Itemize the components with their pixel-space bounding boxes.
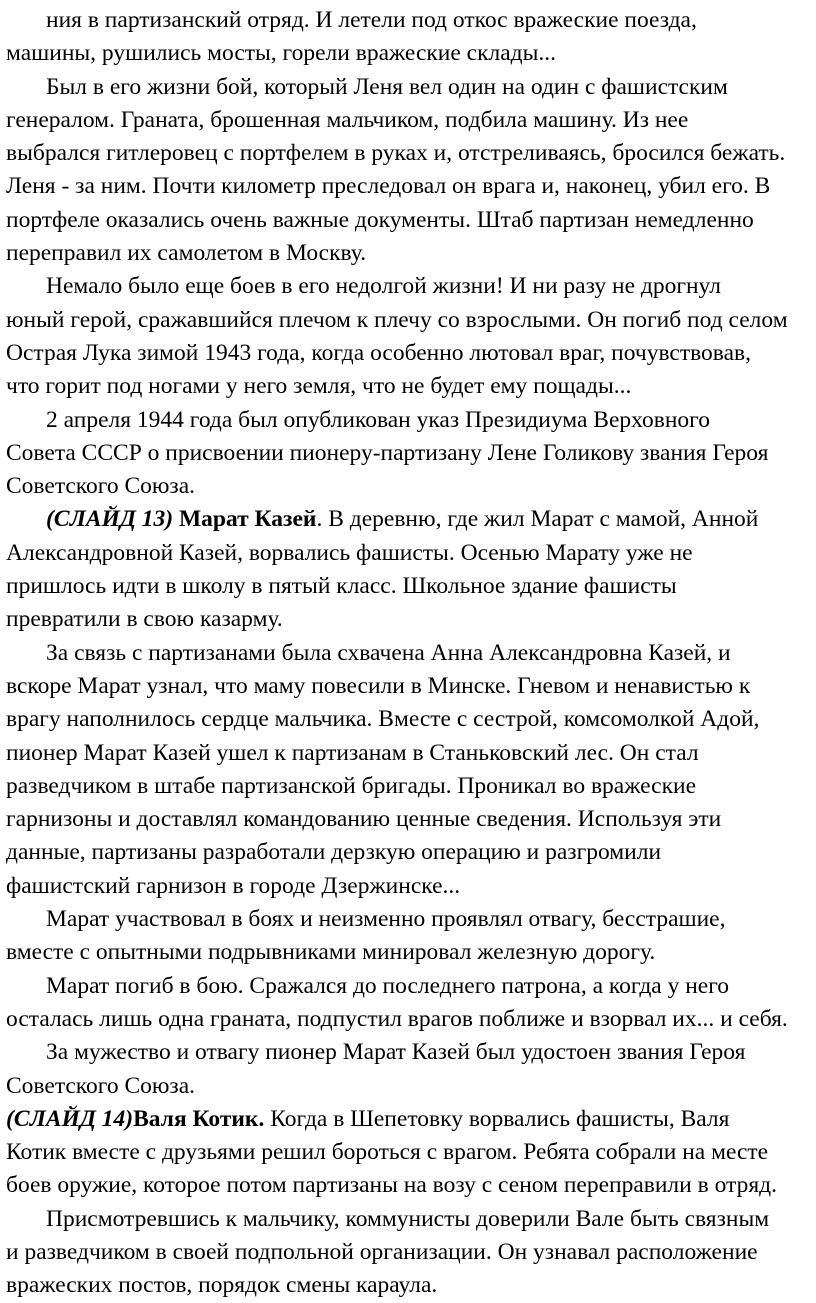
line-text: что горит под ногами у него земля, что не будет ему пощады...	[6, 373, 632, 400]
line-text: Немало было еще боев в его недолгой жизни! И ни разу не дрогнул	[46, 273, 721, 300]
line-text: портфеле оказались очень важные документы. Штаб партизан немедленно	[6, 206, 754, 233]
text-line	[6, 1036, 810, 1069]
text-line	[6, 670, 810, 703]
line-text: юный герой, сражавшийся плечом к плечу со взрослыми. Он погиб под селом	[6, 306, 788, 333]
line-text: За связь с партизанами была схвачена Анна Александровна Казей, и	[46, 639, 731, 666]
text-line	[6, 337, 810, 370]
hero-name: Валя Котик.	[133, 1105, 265, 1132]
line-text: Был в его жизни бой, который Леня вел один на один с фашистским	[46, 73, 728, 100]
text-line	[6, 1236, 810, 1269]
text-line	[6, 1003, 810, 1036]
line-text: осталась лишь одна граната, подпустил врагов поближе и взорвал их... и себя.	[6, 1005, 788, 1032]
line-text: Леня - за ним. Почти километр преследовал он врага и, наконец, убил его. В	[6, 173, 771, 200]
text-line	[6, 970, 810, 1003]
line-text: врагу наполнилось сердце мальчика. Вместе с сестрой, комсомолкой Адой,	[6, 706, 760, 733]
text-line	[6, 737, 810, 770]
line-text: Марат участвовал в боях и неизменно проявлял отвагу, бесстрашие,	[46, 906, 726, 933]
line-text: данные, партизаны разработали дерзкую операцию и разгромили	[6, 839, 662, 866]
line-text: вместе с опытными подрывниками минировал железную дорогу.	[6, 939, 656, 966]
line-text: Котик вместе с друзьями решил бороться с врагом. Ребята собрали на месте	[6, 1139, 769, 1166]
text-line	[6, 903, 810, 936]
line-text: вражеских постов, порядок смены караула.	[6, 1272, 438, 1299]
line-text: фашистский гарнизон в городе Дзержинске...	[6, 872, 461, 899]
line-text: пионер Марат Казей ушел к партизанам в Станьковский лес. Он стал	[6, 739, 699, 766]
text-line	[6, 104, 810, 137]
text-line	[6, 470, 810, 503]
line-text: Присмотревшись к мальчику, коммунисты доверили Вале быть связным	[46, 1205, 770, 1232]
line-text: За мужество и отвагу пионер Марат Казей был удостоен звания Героя	[46, 1039, 746, 1066]
text-line	[6, 204, 810, 237]
text-line	[6, 1169, 810, 1202]
text-line	[6, 1103, 810, 1136]
line-text: Советского Союза.	[6, 1072, 196, 1099]
line-text: и разведчиком в своей подпольной организации. Он узнавал расположение	[6, 1238, 758, 1265]
text-line	[6, 570, 810, 603]
text-line	[6, 603, 810, 636]
line-text: Александровной Казей, ворвались фашисты. Осенью Марату уже не	[6, 539, 693, 566]
line-text: вскоре Марат узнал, что маму повесили в Минске. Гневом и ненавистью к	[6, 672, 751, 699]
line-text: переправил их самолетом в Москву.	[6, 240, 367, 267]
slide-marker: (СЛАЙД 14)	[6, 1105, 134, 1132]
line-text: пришлось идти в школу в пятый класс. Школьное здание фашисты	[6, 573, 677, 600]
text-line	[6, 404, 810, 437]
text-line	[6, 537, 810, 570]
line-text: Совета СССР о присвоении пионеру-партизану Лене Голикову звания Героя	[6, 439, 769, 466]
line-text: разведчиком в штабе партизанской бригады. Проникал во вражеские	[6, 772, 697, 799]
line-text: машины, рушились мосты, горели вражеские склады...	[6, 40, 557, 67]
text-line	[6, 1203, 810, 1236]
text-line	[6, 936, 810, 969]
text-line	[6, 170, 810, 203]
text-line	[6, 1269, 810, 1302]
line-text: . В деревню, где жил Марат с мамой, Анной	[316, 506, 759, 533]
text-line	[6, 1136, 810, 1169]
line-text: ния в партизанский отряд. И летели под откос вражеские поезда,	[46, 7, 697, 33]
text-line	[6, 270, 810, 303]
line-text: боев оружие, которое потом партизаны на возу с сеном переправили в отряд.	[6, 1172, 777, 1199]
line-text: Марат погиб в бою. Сражался до последнего патрона, а когда у него	[46, 972, 730, 999]
text-line	[6, 437, 810, 470]
line-text: генералом. Граната, брошенная мальчиком, подбила машину. Из нее	[6, 106, 689, 133]
text-line	[6, 770, 810, 803]
line-text: Острая Лука зимой 1943 года, когда особенно лютовал враг, почувствовав,	[6, 339, 751, 366]
text-line	[6, 870, 810, 903]
text-line	[6, 836, 810, 869]
text-line	[6, 1070, 810, 1103]
text-line	[6, 137, 810, 170]
text-line	[6, 803, 810, 836]
text-line	[6, 370, 810, 403]
line-text: выбрался гитлеровец с портфелем в руках и, отстреливаясь, бросился бежать.	[6, 140, 786, 167]
hero-name: Марат Казей	[179, 506, 317, 533]
text-line	[6, 37, 810, 70]
text-line	[6, 503, 810, 536]
text-line	[6, 237, 810, 270]
text-line	[6, 304, 810, 337]
line-text: гарнизоны и доставлял командованию ценные сведения. Используя эти	[6, 806, 722, 833]
line-text: Когда в Шепетовку ворвались фашисты, Валя	[264, 1105, 730, 1132]
slide-marker: (СЛАЙД 13)	[46, 506, 174, 533]
line-text: превратили в свою казарму.	[6, 606, 283, 633]
text-line	[6, 637, 810, 670]
line-text: Советского Союза.	[6, 473, 196, 500]
text-line	[6, 4, 810, 37]
line-text: 2 апреля 1944 года был опубликован указ Президиума Верховного	[46, 406, 710, 433]
text-line	[6, 703, 810, 736]
text-line	[6, 71, 810, 104]
